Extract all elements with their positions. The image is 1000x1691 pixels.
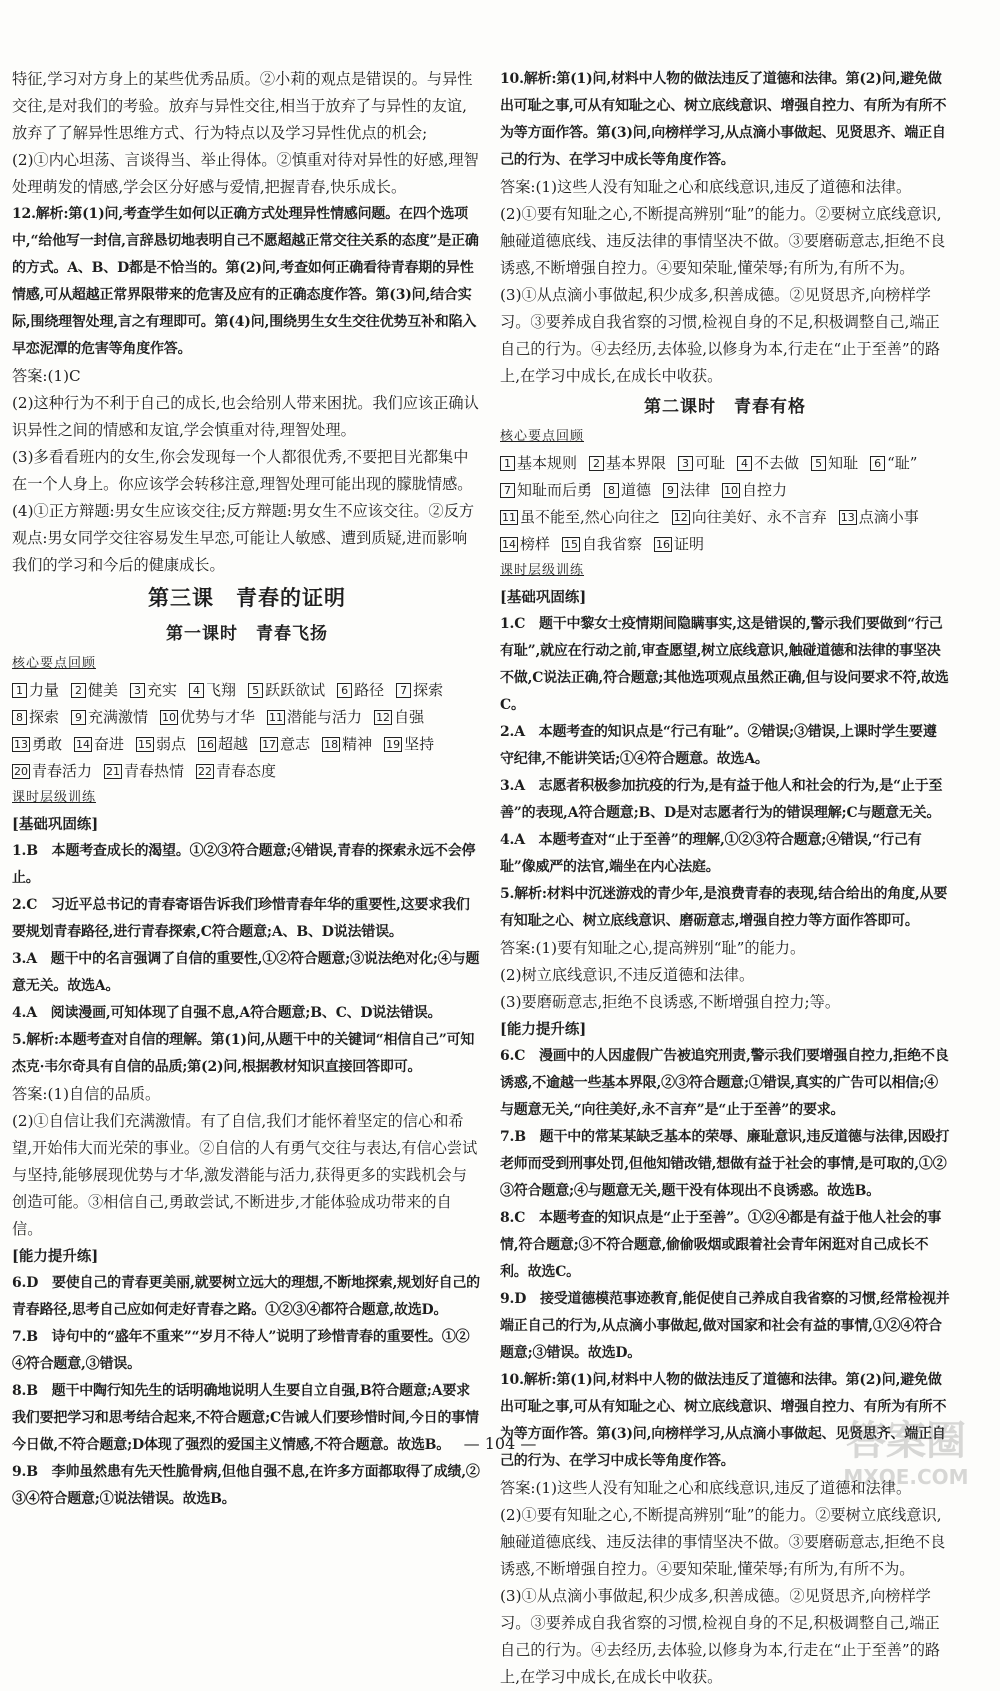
subheading: 核心要点回顾 [12,656,97,671]
item-number-box: 2 [589,456,604,471]
item-number-box: 3 [678,456,693,471]
key-point-text: 健美 [88,681,119,699]
key-point-text: 精神 [342,735,373,753]
item-number-box: 6 [337,683,352,698]
key-point-item [384,731,434,758]
key-point-text: 奋进 [94,735,125,753]
key-point-item [160,704,255,731]
item-number-box: 8 [604,483,619,498]
answer: 答案:(1)这些人没有知耻之心和底线意识,违反了道德和法律。 [500,1479,912,1497]
item-number-box: 14 [502,538,516,551]
item-number-box: 18 [324,738,339,751]
key-point-item [71,677,118,704]
key-point-item [322,731,372,758]
key-point-text: 探索 [29,708,60,726]
key-point-text: “耻” [887,454,918,472]
question-10-explanation: 10.解析:第(1)问,材料中人物的做法违反了道德和法律。第(2)问,避免做出可耻之事,可从有知耻之心、树立底线意识、增强自控力、有所为有所不为等方面作答。第(3)问,向榜样学习,从点滴小事做起、见贤思齐、端正自己的行为、在学习中成长等角度作答。 [500,71,947,168]
key-point-text: 证明 [674,535,705,553]
key-point-text: 法律 [680,481,711,499]
key-point-item [672,504,827,531]
key-point-item [12,731,62,758]
watermark-text: 答案圈 [846,1418,966,1464]
key-point-text: 知耻 [828,454,859,472]
answer: 答案:(1)C [12,367,81,385]
question-item: 3.A 志愿者积极参加抗疫的行为,是有益于他人和社会的行为,是“止于至善”的表现,A符合题意;B、D是对志愿者行为的错误理解;C与题意无关。 [500,778,943,821]
key-point-item [500,531,550,558]
item-number-box: 1 [12,683,27,698]
item-number-box: 6 [870,456,885,471]
question-item: 6.D 要使自己的青春更美丽,就要树立远大的理想,不断地探索,规划好自己的青春路径,思考自己应如何走好青春之路。①②③④都符合题意,故选D。 [12,1275,480,1318]
key-point-text: 点滴小事 [858,508,919,526]
paragraph: (2)①内心坦荡、言谈得当、举止得体。②慎重对待对异性的好感,理智处理萌发的情感,学会区分好感与爱情,把握青春,快乐成长。 [12,151,479,196]
key-point-item [12,758,92,785]
left-column [12,66,482,1513]
key-point-text: 青春活力 [32,762,93,780]
key-point-item [811,450,858,477]
item-number-box: 8 [12,710,27,725]
key-point-item [663,477,710,504]
key-point-text: 坚持 [404,735,435,753]
subheading: 课时层级训练 [12,790,97,805]
item-number-box: 16 [200,738,215,751]
question-item: 8.B 题干中陶行知先生的话明确地说明人生要自立自强,B符合题意;A要求我们要把学习和思考结合起来,不符合题意;C告诫人们要珍惜时间,今日的事情今日做,不符合题意;D体现了强烈的爱国主义情感,不符合题意。故选B。 [12,1383,479,1453]
key-point-text: 基本界限 [606,454,667,472]
item-number-box: 17 [262,738,277,751]
key-points-list [12,677,482,785]
key-point-text: 基本规则 [517,454,578,472]
key-point-text: 超越 [218,735,249,753]
key-point-text: 青春热情 [124,762,185,780]
key-point-item [374,704,424,731]
key-point-text: 知耻而后勇 [517,481,593,499]
key-point-item [12,704,59,731]
item-number-box: 14 [76,738,91,751]
bracket-heading: [能力提升练] [500,1021,587,1038]
item-number-box: 19 [386,738,401,751]
item-number-box: 10 [162,711,177,724]
item-number-box: 4 [189,683,204,698]
key-point-text: 虽不能至,然心向往之 [520,508,660,526]
key-point-text: 自强 [394,708,425,726]
key-point-item [500,450,577,477]
answer: (3)要磨砺意志,拒绝不良诱惑,不断增强自控力;等。 [500,993,841,1011]
item-number-box: 9 [663,483,678,498]
question-item: 7.B 诗句中的“盛年不重来”“岁月不待人”说明了珍惜青春的重要性。①②④符合题意,③错误。 [12,1329,470,1372]
question-item: 10.解析:第(1)问,材料中人物的做法违反了道德和法律。第(2)问,避免做出可耻之事,可从有知耻之心、树立底线意识、增强自控力、有所为有所不为等方面作答。第(3)问,向榜样学习,从点滴小事做起、见贤思齐、端正自己的行为、在学习中成长等角度作答。 [500,1372,947,1469]
answer: (2)①要有知耻之心,不断提高辨别“耻”的能力。②要树立底线意识,触碰道德底线、违反法律的事情坚决不做。③要磨砺意志,拒绝不良诱惑,不断增强自控力。④要知荣耻,懂荣辱;有所为,有所不为。 [500,1506,946,1578]
key-point-text: 自我省察 [582,535,643,553]
item-number-box: 12 [673,511,688,524]
key-point-item [722,477,787,504]
item-number-box: 9 [71,710,86,725]
item-number-box: 15 [138,738,153,751]
key-point-item [870,450,917,477]
answer: (2)树立底线意识,不违反道德和法律。 [500,966,755,984]
key-point-text: 充实 [147,681,178,699]
key-point-text: 榜样 [520,535,551,553]
item-number-box: 21 [106,765,121,778]
key-point-text: 向往美好、永不言弃 [691,508,827,526]
question-item: 1.C 题干中黎女士疫情期间隐瞒事实,这是错误的,警示我们要做到“行己有耻”,就应在行动之前,审查愿望,树立底线意识,触碰道德和法律的事坚决不做,C说法正确,符合题意;其他选项观点虽然正确,但与设问要求不符,故选C。 [500,616,949,713]
item-number-box: 22 [198,765,213,778]
bracket-heading: [基础巩固练] [500,589,587,606]
question-item: 3.A 题干中的名言强调了自信的重要性,①②符合题意;③说法绝对化;④与题意无关。故选A。 [12,951,480,994]
item-number-box: 13 [14,738,28,751]
item-number-box: 11 [269,711,284,724]
key-point-item [604,477,651,504]
key-point-item [500,504,660,531]
lesson-title: 第三课 青春的证明 [148,586,346,610]
key-point-text: 充满激情 [88,708,149,726]
key-point-item [737,450,799,477]
key-point-item [396,677,443,704]
subheading: 课时层级训练 [500,563,585,578]
question-12-explanation: 12.解析:第(1)问,考查学生如何以正确方式处理异性情感问题。在四个选项中,“给他写一封信,言辞恳切地表明自己不愿超越正常交往关系的态度”是正确的方式。A、B、D都是不恰当的。第(2)问,考查如何正确看待青春期的异性情感,可从超越正常界限带来的危害及应有的正确态度作答。第(3)问,结合实际,围绕理智处理,言之有理即可。第(4)问,围绕男生女生交往优势互补和陷入早恋泥潭的危害等角度作答。 [12,206,479,357]
key-point-text: 潜能与活力 [287,708,363,726]
item-number-box: 15 [564,538,579,551]
section-title: 第二课时 青春有格 [644,397,806,417]
item-number-box: 20 [14,765,28,778]
item-number-box: 1 [500,456,515,471]
key-point-item [654,531,704,558]
key-point-text: 力量 [29,681,60,699]
key-point-item [260,731,310,758]
key-point-item [136,731,186,758]
question-item: 8.C 本题考查的知识点是“止于至善”。①②④都是有益于他人社会的事情,符合题意;③不符合题意,偷偷吸烟或跟着社会青年闲逛对自己成长不利。故选C。 [500,1210,942,1280]
key-point-item [12,677,59,704]
key-point-text: 探索 [413,681,444,699]
key-point-text: 自控力 [742,481,788,499]
answer: (3)①从点滴小事做起,积少成多,积善成德。②见贤思齐,向榜样学习。③要养成自我省察的习惯,检视自身的不足,积极调整自己,端正自己的行为。④去经历,去体验,以修身为本,行走在“止于至善”的路上,在学习中成长,在成长中收获。 [500,286,941,385]
section-title: 第一课时 青春飞扬 [166,624,328,644]
key-point-item [71,704,148,731]
bracket-heading: [能力提升练] [12,1248,99,1265]
question-item: 9.D 接受道德模范事迹教育,能促使自己养成自我省察的习惯,经常检视并端正自己的行为,从点滴小事做起,做对国家和社会有益的事情,①②④符合题意;③错误。故选D。 [500,1291,950,1361]
question-item: 2.A 本题考查的知识点是“行己有耻”。②错误;③错误,上课时学生要遵守纪律,不能讲笑话;①④符合题意。故选A。 [500,724,937,767]
item-number-box: 5 [811,456,826,471]
question-item: 4.A 阅读漫画,可知体现了自强不息,A符合题意;B、C、D说法错误。 [12,1005,442,1021]
question-item: 6.C 漫画中的人因虚假广告被追究刑责,警示我们要增强自控力,拒绝不良诱惑,不逾越一些基本界限,②③符合题意;①错误,真实的广告可以相信;④与题意无关,“向往美好,永不言弃”是“止于至善”的要求。 [500,1048,949,1118]
key-point-item [196,758,276,785]
key-points-list [500,450,950,558]
item-number-box: 2 [71,683,86,698]
key-point-item [839,504,919,531]
question-item: 1.B 本题考查成长的渴望。①②③符合题意;④错误,青春的探索永远不会停止。 [12,843,476,886]
key-point-item [589,450,666,477]
question-item: 9.B 李帅虽然患有先天性脆骨病,但他自强不息,在许多方面都取得了成绩,②③④符合题意;①说法错误。故选B。 [12,1464,480,1507]
answer: (4)①正方辩题:男女生应该交往;反方辩题:男女生不应该交往。②反方观点:男女同学交往容易发生早恋,可能让人敏感、遭到质疑,进而影响我们的学习和今后的健康成长。 [12,502,475,574]
answer: (3)多看看班内的女生,你会发现每一个人都很优秀,不要把目光都集中在一个人身上。你应该学会转移注意,理智处理可能出现的朦胧情感。 [12,448,473,493]
answer: (2)①要有知耻之心,不断提高辨别“耻”的能力。②要树立底线意识,触碰道德底线、违反法律的事情坚决不做。③要磨砺意志,拒绝不良诱惑,不断增强自控力。④要知荣耻,懂荣辱;有所为,有所不为。 [500,205,946,277]
key-point-item [189,677,236,704]
key-point-text: 不去做 [754,454,800,472]
key-point-item [130,677,177,704]
key-point-text: 优势与才华 [180,708,256,726]
key-point-item [500,477,592,504]
item-number-box: 12 [376,711,391,724]
answer: 答案:(1)这些人没有知耻之心和底线意识,违反了道德和法律。 [500,178,912,196]
key-point-text: 勇敢 [32,735,63,753]
item-number-box: 5 [248,683,263,698]
item-number-box: 13 [840,511,855,524]
key-point-text: 青春态度 [216,762,277,780]
item-number-box: 4 [737,456,752,471]
key-point-text: 可耻 [695,454,726,472]
question-item: 2.C 习近平总书记的青春寄语告诉我们珍惜青春年华的重要性,这要求我们要规划青春路径,进行青春探索,C符合题意;A、B、D说法错误。 [12,897,470,940]
key-point-text: 跃跃欲试 [265,681,326,699]
question-item: 7.B 题干中的常某某缺乏基本的荣辱、廉耻意识,违反道德与法律,因殴打老师而受到刑事处罚,但他知错改错,想做有益于社会的事情,是可取的,①②③符合题意;④与题意无关,题干没有体现出不良诱惑。故选B。 [500,1129,950,1199]
subheading: 核心要点回顾 [500,429,585,444]
question-item: 5.解析:本题考查对自信的理解。第(1)问,从题干中的关键词“相信自己”可知杰克·韦尔奇具有自信的品质;第(2)问,根据教材知识直接回答即可。 [12,1032,475,1075]
key-point-item [267,704,362,731]
item-number-box: 7 [396,683,411,698]
item-number-box: 11 [502,511,516,524]
question-item: 4.A 本题考查对“止于至善”的理解,①②③符合题意;④错误,“行己有耻”像威严的法官,端坐在内心法庭。 [500,832,922,875]
answer: (2)①自信让我们充满激情。有了自信,我们才能怀着坚定的信心和希望,开始伟大而光荣的事业。②自信的人有勇气交往与表达,有信心尝试与坚持,能够展现优势与才华,激发潜能与活力,获得更多的实践机会与创造可能。③相信自己,勇敢尝试,不断进步,才能体验成功带来的自信。 [12,1112,478,1238]
key-point-text: 飞翔 [206,681,237,699]
key-point-text: 道德 [621,481,652,499]
item-number-box: 16 [656,538,671,551]
key-point-item [248,677,325,704]
key-point-item [678,450,725,477]
answer: (3)①从点滴小事做起,积少成多,积善成德。②见贤思齐,向榜样学习。③要养成自我省察的习惯,检视自身的不足,积极调整自己,端正自己的行为。④去经历,去体验,以修身为本,行走在“止于至善”的路上,在学习中成长,在成长中收获。 [500,1587,941,1686]
key-point-text: 弱点 [156,735,187,753]
key-point-item [337,677,384,704]
bracket-heading: [基础巩固练] [12,816,99,833]
answer: (2)这种行为不利于自己的成长,也会给别人带来困扰。我们应该正确认识异性之间的情感和友谊,学会慎重对待,理智处理。 [12,394,479,439]
answer: 答案:(1)自信的品质。 [12,1085,161,1103]
key-point-text: 路径 [354,681,385,699]
key-point-item [562,531,642,558]
page-number: — 104 — [463,1434,537,1453]
key-point-text: 意志 [280,735,311,753]
answer: 答案:(1)要有知耻之心,提高辨别“耻”的能力。 [500,939,806,957]
watermark-url: MXQE.COM [843,1465,969,1489]
question-item: 5.解析:材料中沉迷游戏的青少年,是浪费青春的表现,结合给出的角度,从要有知耻之心、树立底线意识、磨砺意志,增强自控力等方面作答即可。 [500,886,948,929]
key-point-item [104,758,184,785]
key-point-item [198,731,248,758]
item-number-box: 10 [724,484,739,497]
watermark-logo [822,1408,990,1492]
paragraph: 特征,学习对方身上的某些优秀品质。②小莉的观点是错误的。与异性交往,是对我们的考验。放弃与异性交往,相当于放弃了与异性的友谊,放弃了了解异性思维方式、行为特点以及学习异性优点的机会; [12,70,473,142]
item-number-box: 7 [500,483,515,498]
item-number-box: 3 [130,683,145,698]
key-point-item [74,731,124,758]
